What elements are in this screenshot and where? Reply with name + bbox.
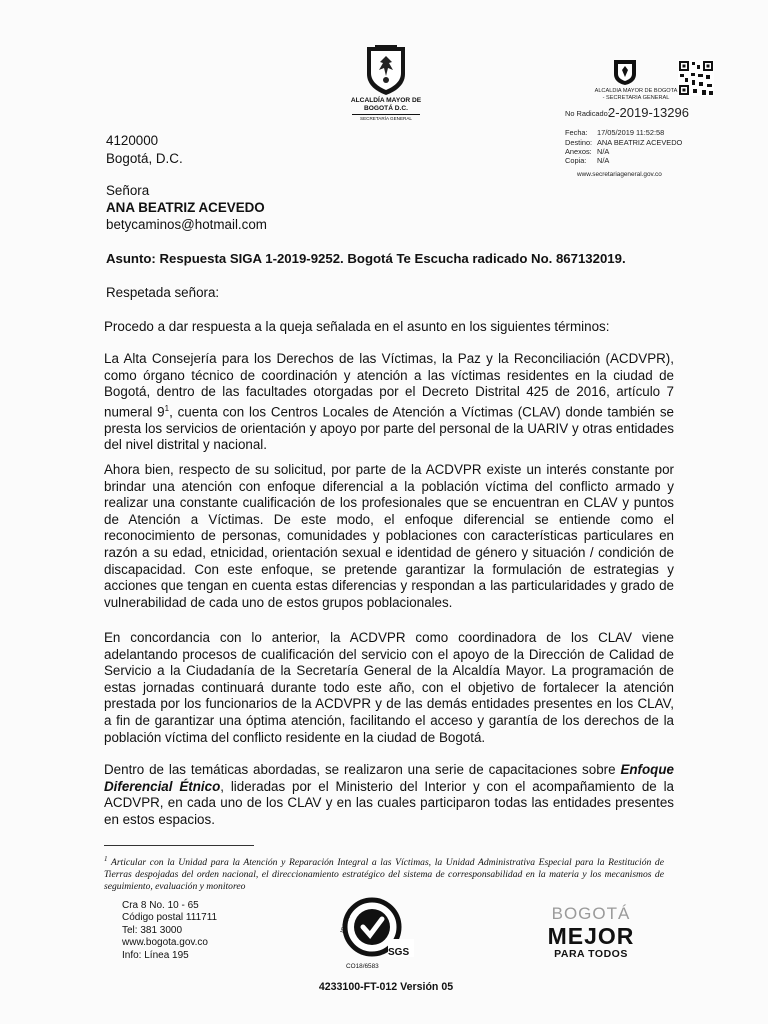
crest-subtitle: SECRETARÍA GENERAL	[352, 114, 420, 122]
postal-code: Código postal 111711	[122, 912, 218, 924]
paragraph-5-emphasis: Enfoque Diferencial Étnico	[104, 762, 674, 794]
footnote-text: Articular con la Unidad para la Atención y Reparación Integral a las Víctimas, la Unidad Administrativa Especial para la Restitución de Tierras despojadas del orden nacional, el direccionamiento estratégico del sistema de corresponsabilidad en la materia y los mecanismos de seguimiento, evaluación y monitoreo	[104, 857, 664, 893]
anexos-label: Anexos:	[565, 147, 592, 156]
subject-line: Asunto: Respuesta SIGA 1-2019-9252. Bogotá Te Escucha radicado No. 867132019.	[106, 251, 626, 266]
paragraph-5-part-a: Dentro de las temáticas abordadas, se realizaron una serie de capacitaciones sobre	[104, 762, 621, 777]
radicado-number: 2-2019-13296	[608, 105, 689, 120]
iso-label: ISO 9001	[340, 908, 355, 935]
sender-city: Bogotá, D.C.	[106, 151, 183, 166]
paragraph-3: Ahora bien, respecto de su solicitud, por parte de la ACDVPR existe un interés constante por brindar una atención con enfoque diferencial a la población víctima del conflicto armado y realizar una constante cualificación de los profesionales que se encuentran en CLAV y puntos de Atención a Víctimas. De este modo, el enfoque diferencial se entiende como el reconocimiento de personas, comunidades y poblaciones con características particulares en razón a su edad, etnicidad, orientación sexual e identidad de género y situación / condición de discapacidad. Con este enfoque, se pretende garantizar la formulación de estrategias y acciones que tengan en cuenta estas diferencias y respondan a las particularidades y grado de vulnerabilidad de cada uno de estos grupos poblacionales.	[104, 462, 674, 610]
copia-value: N/A	[597, 156, 610, 165]
destino-value: ANA BEATRIZ ACEVEDO	[597, 138, 683, 147]
radicado-label: No Radicado:	[565, 109, 610, 118]
bogota-mejor-logo	[536, 904, 646, 960]
sender-code: 4120000	[106, 133, 159, 148]
stamp-entity: ALCALDIA MAYOR DE BOGOTA - SECRETARIA GENERAL	[594, 88, 678, 101]
brand-bottom: PARA TODOS	[554, 948, 628, 960]
stamp-crest-icon	[612, 58, 638, 86]
paragraph-5-part-b: , lideradas por el Ministerio del Interior y con el acompañamiento de la ACDVPR, en cada uno de los CLAV y en las cuales participaron todas las entidades presentes en estos espacios.	[104, 778, 674, 827]
fecha-value: 17/05/2019 11:52:58	[597, 128, 665, 137]
footnote	[104, 853, 664, 893]
recipient-email: betycaminos@hotmail.com	[106, 217, 267, 232]
crest-title: ALCALDÍA MAYOR DE BOGOTÁ D.C.	[350, 97, 422, 112]
bogota-crest-logo	[363, 44, 409, 96]
brand-top: BOGOTÁ	[551, 904, 631, 923]
phone: Tel: 381 3000	[122, 924, 183, 936]
address-block	[122, 900, 217, 962]
recipient-salutation: Señora	[106, 183, 150, 198]
paragraph-2-part-a: La Alta Consejería para los Derechos de las Víctimas, la Paz y la Reconciliación (ACDVPR), como órgano técnico de coordinación y atención a las víctimas residentes en la ciudad de Bogotá, dentro de las facultades otorgadas por el Decreto Distrital 425 de 2016, artículo 7 numeral 9	[104, 351, 674, 420]
brand-mid: MEJOR	[547, 923, 635, 949]
destino-label: Destino:	[565, 138, 593, 147]
paragraph-2-part-b: , cuenta con los Centros Locales de Atención a Víctimas (CLAV) donde también se presta los servicios de orientación y apoyo por parte del personal de la UARIV y otras entidades del nivel distrital y nacional.	[104, 404, 675, 453]
paragraph-4: En concordancia con lo anterior, la ACDVPR como coordinadora de los CLAV viene adelantando procesos de cualificación del servicio con el apoyo de la Dirección de Calidad de Servicio a la Ciudadanía de la Secretaría General de la Alcaldía Mayor. La programación de estas jornadas continuará durante todo este año, con el objetivo de fortalecer la atención prestada por los funcionarios de la ACDVPR y de las demás entidades presentes en los CLAV, a fin de garantizar una óptima atención, facilitando el acceso y garantía de los derechos de la población víctima del conflicto residente en la ciudad de Bogotá.	[104, 630, 674, 745]
address-line: Cra 8 No. 10 - 65	[122, 900, 199, 911]
footnote-divider	[104, 845, 254, 846]
form-code: 4233100-FT-012 Versión 05	[318, 981, 454, 993]
footnote-mark: 1	[104, 855, 108, 863]
qr-code-icon	[678, 60, 714, 96]
paragraph-5	[104, 762, 674, 828]
recipient-name: ANA BEATRIZ ACEVEDO	[106, 200, 265, 215]
paragraph-1: Procedo a dar respuesta a la queja señalada en el asunto en los siguientes términos:	[104, 319, 610, 334]
fecha-label: Fecha:	[565, 128, 588, 137]
greeting: Respetada señora:	[106, 285, 220, 300]
website: www.bogota.gov.co	[122, 937, 208, 949]
stamp-website: www.secretariageneral.gov.co	[577, 171, 662, 178]
sgs-label: SGS	[388, 947, 410, 958]
footnote-reference: 1	[164, 403, 170, 413]
cert-code: CO18/6583	[346, 963, 379, 970]
info-line: Info: Línea 195	[122, 949, 189, 961]
anexos-value: N/A	[597, 147, 610, 156]
paragraph-2	[104, 351, 674, 454]
copia-label: Copia:	[565, 156, 587, 165]
